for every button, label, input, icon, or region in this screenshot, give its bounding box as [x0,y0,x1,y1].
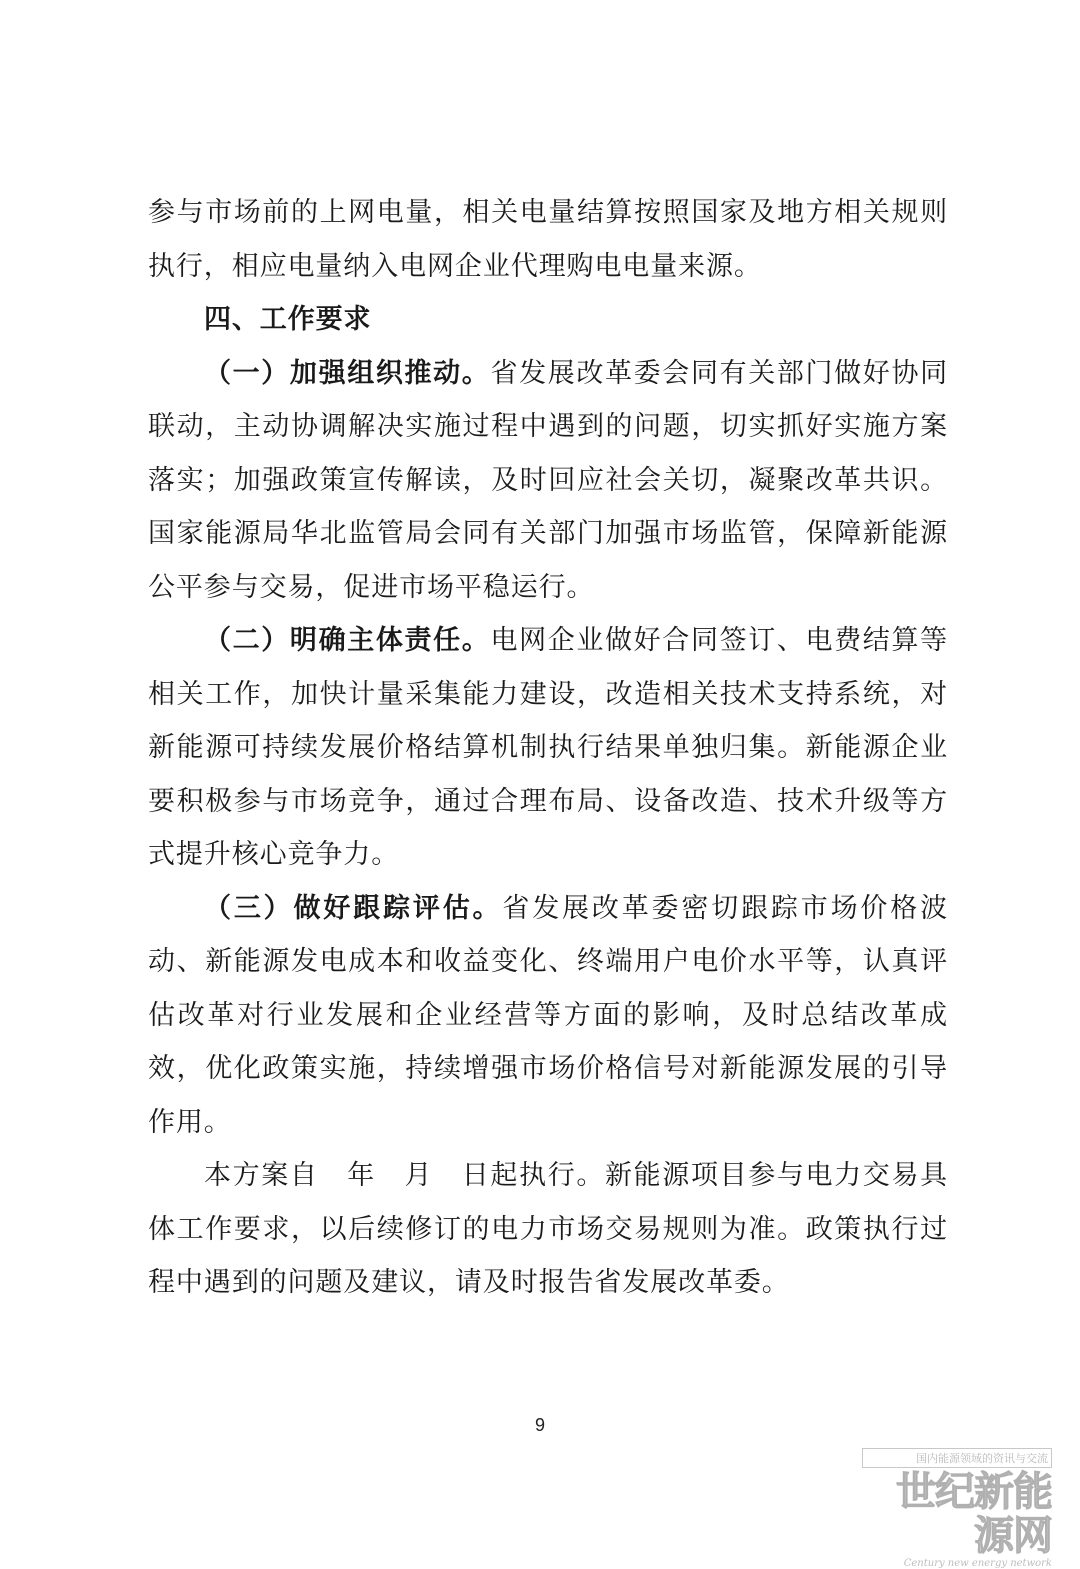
watermark-tagline: 国内能源领域的资讯与交流 [862,1448,1052,1468]
continuation-paragraph: 参与市场前的上网电量，相关电量结算按照国家及地方相关规则执行，相应电量纳入电网企业代理购电电量来源。 [148,197,948,282]
watermark-english: Century new energy network [903,1558,1052,1569]
closing-paragraph: 本方案自 年 月 日起执行。新能源项目参与电力交易具体工作要求，以后续修订的电力市场交易规则为准。政策执行过程中遇到的问题及建议，请及时报告省发展改革委。 [148,1160,948,1298]
watermark-logo [862,1448,1052,1569]
item-2-body: 电网企业做好合同签订、电费结算等相关工作，加快计量采集能力建设，改造相关技术支持系统，对新能源可持续发展价格结算机制执行结果单独归集。新能源企业要积极参与市场竞争，通过合理布局、设备改造、技术升级等方式提升核心竞争力。 [148,625,948,870]
item-2-title: （二）明确主体责任。 [204,625,491,656]
item-1-body: 省发展改革委会同有关部门做好协同联动，主动协调解决实施过程中遇到的问题，切实抓好实施方案落实；加强政策宣传解读，及时回应社会关切，凝聚改革共识。国家能源局华北监管局会同有关部门加强市场监管，保障新能源公平参与交易，促进市场平稳运行。 [148,357,948,603]
watermark-brand: 世纪新能源网 [896,1468,1052,1559]
item-3-title: （三）做好跟踪评估。 [204,892,503,924]
item-1-paragraph [148,347,948,615]
item-3-body: 省发展改革委密切跟踪市场价格波动、新能源发电成本和收益变化、终端用户电价水平等，认真评估改革对行业发展和企业经营等方面的影响，及时总结改革成效，优化政策实施，持续增强市场价格信号对新能源发展的引导作用。 [148,892,948,1138]
item-3-paragraph [148,882,948,1150]
item-1-title: （一）加强组织推动。 [204,357,491,389]
document-body [148,186,948,1310]
page-number: 9 [534,1415,545,1435]
section-heading: 四、工作要求 [204,304,372,335]
item-2-paragraph [148,614,948,882]
